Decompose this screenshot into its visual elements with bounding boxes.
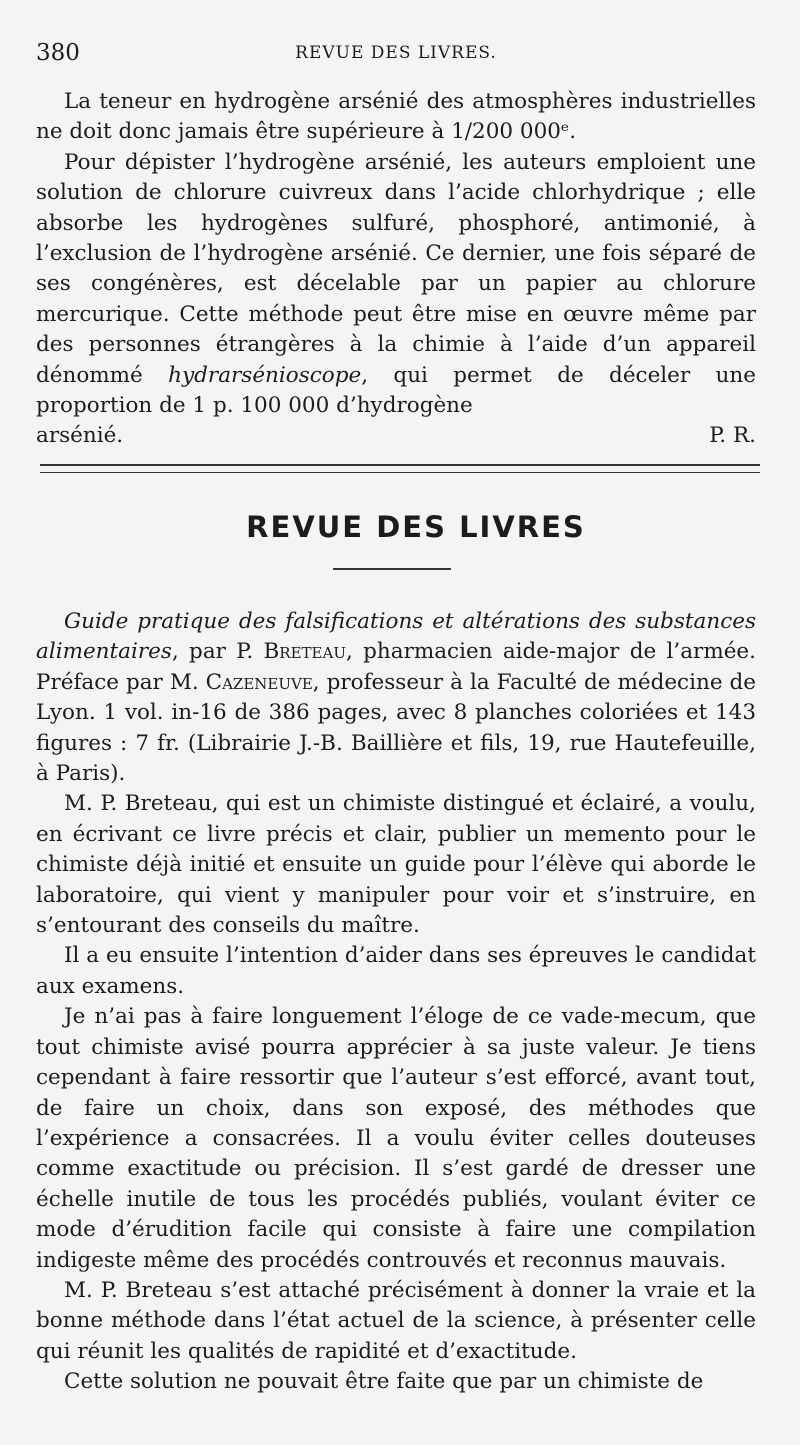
section-title: REVUE DES LIVRES [246,510,586,544]
text-run: , pharmacien aide-major de l’armée. Préface par M. [36,639,756,695]
text-run: arsénié. [36,423,124,449]
device-name: hydrarsénioscope [168,362,362,388]
author-name: Breteau [263,639,346,665]
paragraph: M. P. Breteau s’est attaché précisément à donner la vraie et la bonne méthode dans l’état actuel de la science, à présenter celle qui réunit les qualités de rapidité et d’exactitude. [36,1277,756,1364]
text-run: Pour dépister l’hydrogène arsénié, les auteurs emploient une solution de chlorure cuivreux dans l’acide chlorhydrique ; elle absorbe les hydrogènes sulfuré, phosphoré, antimonié, à l’exclusion de l’hydrogène arsénié. Ce dernier, une fois séparé de ses congénères, est décelable par un papier au chlorure mercurique. Cette méthode peut être mise en œuvre même par des personnes étrangères à la chimie à l’aide d’un appareil dénommé [36,149,756,388]
paragraph: La teneur en hydrogène arsénié des atmosphères industrielles ne doit donc jamais être supérieure à 1/200 000ᵉ. [36,89,756,145]
page-number: 380 [36,40,80,66]
paragraph: Je n’ai pas à faire longuement l’éloge de ce vade-mecum, que tout chimiste avisé pourra apprécier à sa juste valeur. Je tiens cependant à faire ressortir que l’auteur s’est efforcé, avant tout, de faire un choix, dans son exposé, des méthodes que l’expérience a consacrées. Il a voulu éviter celles douteuses comme exactitude ou précision. Il s’est gardé de dresser une échelle inutile de tous les procédés publiés, voulant éviter ce mode d’érudition facile qui consiste à faire une compilation indigeste même des procédés controuvés et reconnus mauvais. [36,1004,756,1273]
paragraph [36,148,756,422]
paragraph: Cette solution ne pouvait être faite que par un chimiste de [64,1369,704,1395]
section-divider [40,472,760,473]
text-run: , par P. [171,639,264,665]
book-title: Guide pratique des falsifications et altérations des substances alimentaires [36,609,756,665]
signature: P. R. [709,423,756,449]
book-reference [36,607,756,789]
signature-line [36,421,756,451]
text-run: , qui permet de déceler une proportion de 1 p. 100 000 d’hydrogène [36,362,756,419]
book-review [36,607,756,1398]
title-underline [333,568,451,570]
preface-author-name: Cazeneuve [205,669,313,695]
running-head [36,40,756,70]
paragraph: Il a eu ensuite l’intention d’aider dans ses épreuves le candidat aux examens. [36,943,756,999]
section-divider [40,464,760,466]
running-title: REVUE DES LIVRES. [295,43,497,63]
text-run: , professeur à la Faculté de médecine de Lyon. 1 vol. in-16 de 386 pages, avec 8 planches coloriées et 143 figures : 7 fr. (Librairie J.-B. Baillière et fils, 19, rue Hautefeuille, à Paris). [36,669,757,787]
paragraph: M. P. Breteau, qui est un chimiste distingué et éclairé, a voulu, en écrivant ce livre précis et clair, publier un memento pour le chimiste déjà initié et ensuite un guide pour l’élève qui aborde le laboratoire, qui vient y manipuler pour voir et s’instruire, en s’entourant des conseils du maître. [36,791,756,939]
previous-article-ending [36,87,756,452]
